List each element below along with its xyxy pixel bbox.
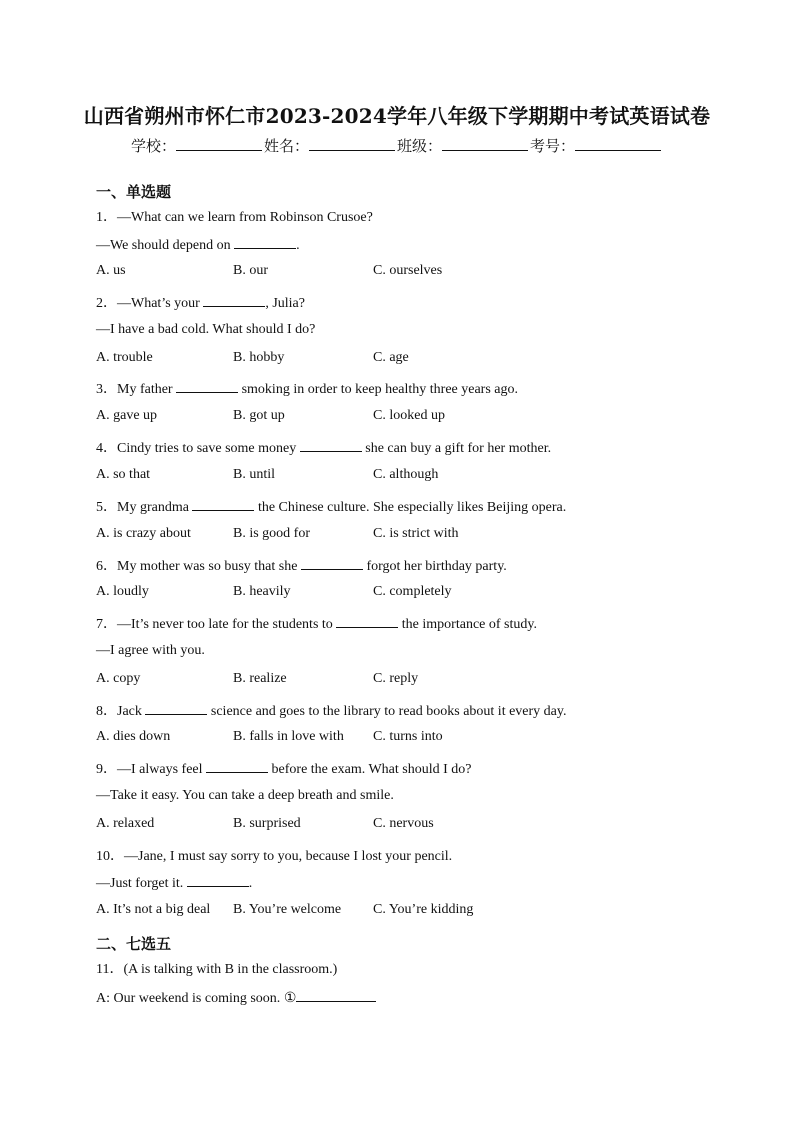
option-b[interactable]: B. heavily: [233, 584, 291, 599]
question-4-stem: 4．Cindy tries to save some money she can buy a gift for her mother.: [96, 441, 552, 456]
section-heading-seven-choose-five: 二、七选五: [96, 935, 172, 953]
question-10-options: [96, 902, 696, 920]
question-2-options: [96, 350, 696, 368]
class-blank[interactable]: [442, 135, 528, 151]
answer-blank[interactable]: [203, 294, 265, 307]
option-b[interactable]: B. realize: [233, 671, 287, 686]
question-9-stem-2: —Take it easy. You can take a deep breath and smile.: [96, 788, 394, 803]
answer-blank[interactable]: [336, 615, 398, 628]
question-3-stem: 3．My father smoking in order to keep healthy three years ago.: [96, 382, 519, 397]
number-label: 考号：: [530, 137, 576, 155]
option-c[interactable]: C. although: [373, 467, 439, 482]
option-b[interactable]: B. hobby: [233, 350, 285, 365]
question-5-options: [96, 526, 696, 544]
question-8-options: [96, 729, 696, 747]
question-9-stem: 9．—I always feel before the exam. What should I do?: [96, 762, 472, 777]
answer-blank[interactable]: [300, 439, 362, 452]
name-blank[interactable]: [309, 135, 395, 151]
question-6-stem: 6．My mother was so busy that she forgot her birthday party.: [96, 559, 507, 574]
name-label: 姓名：: [263, 137, 309, 155]
school-label: 学校：: [130, 137, 176, 155]
option-b[interactable]: B. surprised: [233, 816, 301, 831]
answer-blank[interactable]: [187, 874, 249, 887]
answer-blank[interactable]: [176, 380, 238, 393]
question-7-options: [96, 671, 696, 689]
question-5-stem: 5．My grandma the Chinese culture. She especially likes Beijing opera.: [96, 500, 567, 515]
question-7-stem: 7．—It’s never too late for the students to the importance of study.: [96, 617, 537, 632]
option-b[interactable]: B. falls in love with: [233, 729, 344, 744]
option-b[interactable]: B. got up: [233, 408, 285, 423]
answer-blank[interactable]: [301, 557, 363, 570]
question-1-options: [96, 263, 696, 281]
option-c[interactable]: C. age: [373, 350, 409, 365]
option-c[interactable]: C. looked up: [373, 408, 445, 423]
option-b[interactable]: B. our: [233, 263, 268, 278]
option-c[interactable]: C. reply: [373, 671, 419, 686]
question-4-options: [96, 467, 696, 485]
class-label: 班级：: [397, 137, 443, 155]
option-c[interactable]: C. turns into: [373, 729, 443, 744]
number-blank[interactable]: [575, 135, 661, 151]
option-a[interactable]: A. us: [96, 263, 126, 278]
option-a[interactable]: A. trouble: [96, 350, 153, 365]
question-11-stem: 11．(A is talking with B in the classroom.): [96, 962, 338, 977]
question-2-stem-2: —I have a bad cold. What should I do?: [96, 322, 316, 337]
option-c[interactable]: C. is strict with: [373, 526, 459, 541]
answer-blank[interactable]: [145, 702, 207, 715]
answer-blank[interactable]: [206, 760, 268, 773]
question-6-options: [96, 584, 696, 602]
answer-blank[interactable]: [192, 498, 254, 511]
answer-blank[interactable]: [296, 989, 376, 1002]
question-3-options: [96, 408, 696, 426]
section-heading-single-choice: 一、单选题: [96, 183, 172, 201]
option-a[interactable]: A. gave up: [96, 408, 158, 423]
student-info-line: [0, 135, 794, 156]
question-1-stem: 1．—What can we learn from Robinson Crusoe?: [96, 210, 373, 225]
blank-number-marker: ①: [283, 991, 297, 1006]
answer-blank[interactable]: [234, 236, 296, 249]
option-b[interactable]: B. is good for: [233, 526, 310, 541]
question-10-stem-2: —Just forget it. .: [96, 876, 253, 891]
option-c[interactable]: C. You’re kidding: [373, 902, 474, 917]
question-1-stem-2: —We should depend on .: [96, 238, 300, 253]
page-title: 山西省朔州市怀仁市2023-2024学年八年级下学期期中考试英语试卷: [83, 104, 711, 128]
option-a[interactable]: A. dies down: [96, 729, 171, 744]
option-a[interactable]: A. loudly: [96, 584, 149, 599]
question-8-stem: 8．Jack science and goes to the library to read books about it every day.: [96, 704, 567, 719]
question-2-stem: 2．—What’s your , Julia?: [96, 296, 305, 311]
option-c[interactable]: C. ourselves: [373, 263, 443, 278]
option-c[interactable]: C. nervous: [373, 816, 434, 831]
question-11-stem-2: A: Our weekend is coming soon. ①: [96, 989, 376, 1007]
school-blank[interactable]: [176, 135, 262, 151]
option-b[interactable]: B. You’re welcome: [233, 902, 342, 917]
question-9-options: [96, 816, 696, 834]
option-a[interactable]: A. copy: [96, 671, 141, 686]
option-a[interactable]: A. is crazy about: [96, 526, 191, 541]
question-7-stem-2: —I agree with you.: [96, 643, 205, 658]
option-a[interactable]: A. relaxed: [96, 816, 155, 831]
option-a[interactable]: A. It’s not a big deal: [96, 902, 211, 917]
option-c[interactable]: C. completely: [373, 584, 452, 599]
question-10-stem: 10．—Jane, I must say sorry to you, because I lost your pencil.: [96, 849, 453, 864]
option-b[interactable]: B. until: [233, 467, 276, 482]
option-a[interactable]: A. so that: [96, 467, 151, 482]
